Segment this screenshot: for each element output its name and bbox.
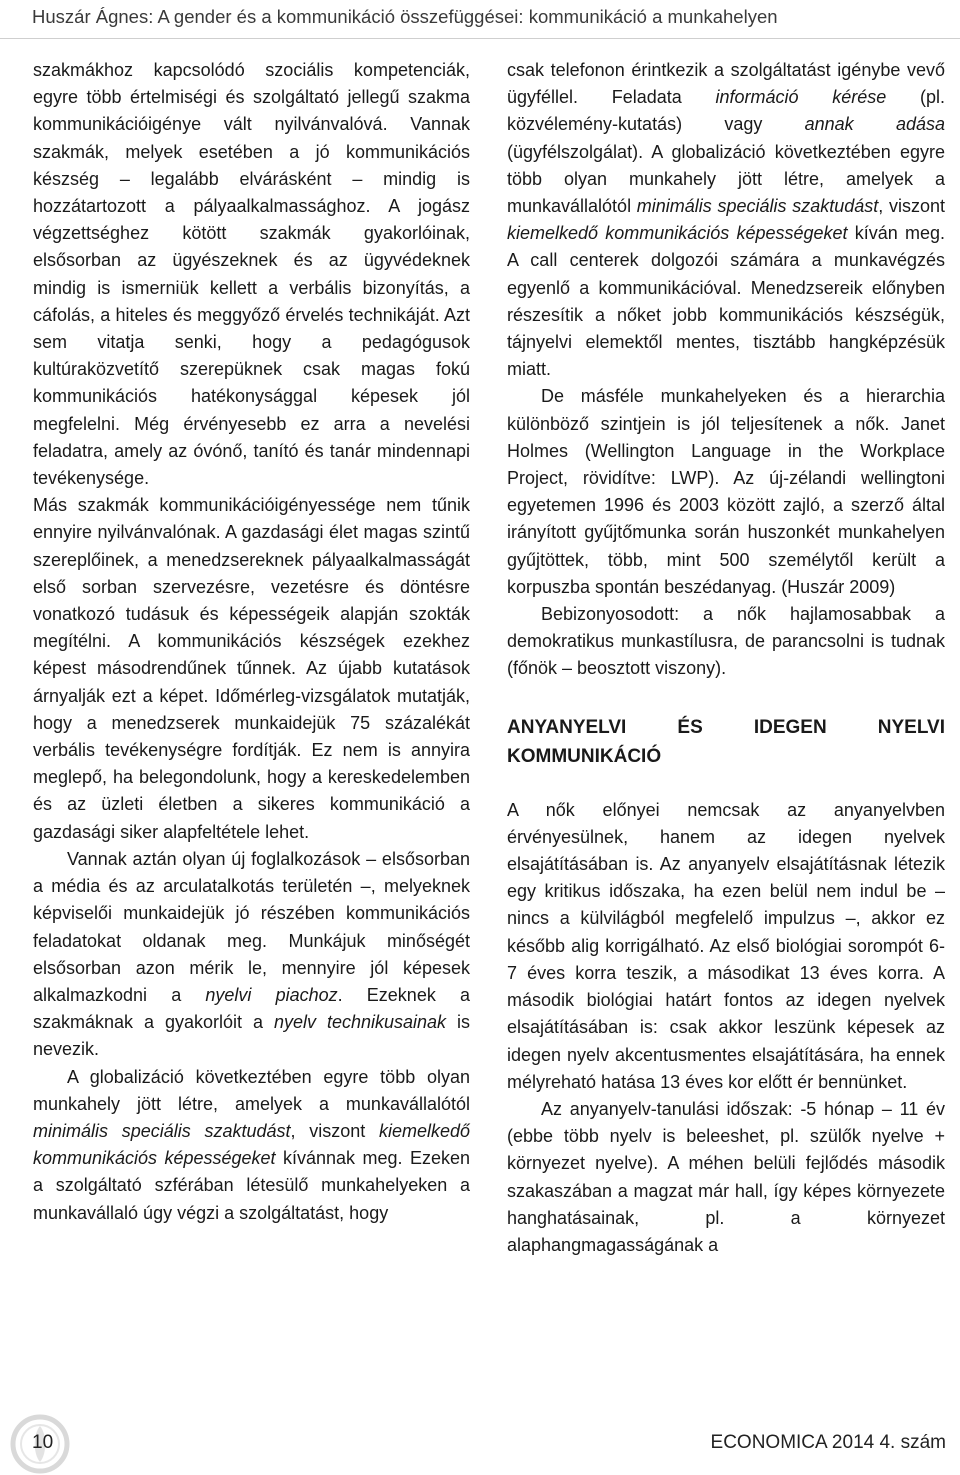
left-paragraph-2: Más szakmák kommunikációigényessége nem tűnik ennyire nyilvánvalónak. A gazdasági élet magas szintű szereplőinek, a menedzsereknek pályaalkalmasságát első sorban szervezésre, vezetésre és döntésre vonatkozó tudásuk és képességeik alapján szokták megítélni. A kommunikációs készségek ezekhez képest másodrendűnek tűnnek. Az újabb kutatások árnyalják ezt a képet. Időmérleg-vizsgálatok mutatják, hogy a menedzserek munkaidejük 75 százalékát verbális tevékenységre fordítják. Ez nem is annyira meglepő, ha belegondolunk, hogy a kereskedelemben és az üzleti életben a sikeres kommunikáció a gazdasági siker alapfeltétele lehet. [33,495,470,842]
emphasis-nyelvi-piac: nyelvi piachoz [205,984,338,1005]
left-paragraph-4: A globalizáció következtében egyre több olyan munkahely jött létre, amelyek a munkavállalótól minimális speciális szaktudást, viszont kiemelkedő kommunikációs képességeket kívánnak meg. Ezeken a szolgáltató szférában létesülő munkahelyeken a munkavállaló úgy végzi a szolgáltatást, hogy [33,1066,470,1223]
left-paragraph-1: szakmákhoz kapcsolódó szociális kompetenciák, egyre több értelmiségi és szolgáltató jellegű szakma kommunikációigénye vált nyilvánvalóvá. Vannak szakmák, melyek esetében a jó kommunikációs készség – legalább elvárásként – mindig is hozzátartozott a pályaalkalmassághoz. A jogász végzettséghez kötött szakmák gyakorlóinak, elsősorban az ügyészeknek és az ügyvédeknek mindig is ismerniük kellett a verbális bizonyítás, a cáfolás, a hiteles és meggyőző érvelés technikáját. Azt sem vitatja senki, hogy a pedagógusok kultúraközvetítő szerepüknek csak magas fokú kommunikációs hatékonysággal képesek jól megfelelni. Még érvényesebb ez arra a nevelési feladatra, amely az óvónő, tanító és tanár mindennapi tevékenysége. [33,60,470,489]
right-paragraph-5: Az anyanyelv-tanulási időszak: -5 hónap – 11 év (ebbe több nyelv is beleeshet, pl. szülők nyelve + környezet nyelve). A méhen belüli fejlődés második szakaszában a magzat már hall, így képes környezete hanghatásainak, pl. a környezet alaphangmagasságának a [507,1098,945,1255]
emphasis-kepessegek: kiemelkedő kommunikációs képességeket [33,1120,470,1169]
right-paragraph-2: De másféle munkahelyeken és a hierarchia különböző szintjein is jól teljesítenek a nők. Janet Holmes (Wellington Language in the Workplace Project, rövidítve: LWP). Az új-zélandi wellingtoni egyetemen 1996 és 2003 között zajló, a szerző által irányított gyűjtőmunka során huszonkét munkahelyen gyűjtöttek, több, mint 500 személytől került a korpuszba spontán beszédanyag. (Huszár 2009) [507,386,945,597]
emphasis-szaktudas-2: minimális speciális szaktudást [636,196,879,217]
right-paragraph-3: Bebizonyosodott: a nők hajlamosabbak a demokratikus munkastílusra, de parancsolni is tudnak (főnök – beosztott viszony). [507,604,945,679]
left-column [33,57,470,1227]
section-heading: ANYANYELVI ÉS IDEGEN NYELVI KOMMUNIKÁCIÓ [507,716,945,767]
page-number: 10 [32,1432,54,1453]
left-paragraph-3: Vannak aztán olyan új foglalkozások – elsősorban a média és az arculatalkotás területén –, melyeknek képviselői munkaidejük jó részében kommunikációs feladatokat oldanak meg. Munkájuk minőségét elsősorban azon mérik le, mennyire jól képesek alkalmazkodni a nyelvi piachoz. Ezeknek a szakmáknak a gyakorlóit a nyelv technikusainak is nevezik. [33,848,470,1060]
emphasis-informacio-kerese: információ kérése [715,87,887,108]
emphasis-nyelv-technikusai: nyelv technikusainak [273,1012,447,1033]
right-paragraph-4: A nők előnyei nemcsak az anyanyelvben érvényesülnek, hanem az idegen nyelvek elsajátításában is. Az anyanyelv elsajátításnak létezik egy kritikus időszaka, ha ezen belül nem indul be – nincs a külvilágból megfelelő impulzus –, akkor ez később alig korrigálható. Az első biológiai sorompót 6-7 éves korra teszik, a másodikat 13 éves korra. A második biológiai határt fontos az idegen nyelvek elsajátításában is: csak akkor leszünk képesek az idegen nyelv akcentusmentes elsajátítására, ha ennek mélyreható hatása 13 éves kor előtt ér bennünket. [507,799,945,1092]
running-header: Huszár Ágnes: A gender és a kommunikáció összefüggései: kommunikáció a munkahelyen [32,6,778,27]
header-divider [0,38,960,39]
right-column [507,57,945,1259]
right-paragraph-1: csak telefonon érintkezik a szolgáltatást igénybe vevő ügyféllel. Feladata információ kérése (pl. közvélemény-kutatás) vagy annak adása (ügyfélszolgálat). A globalizáció következtében egyre több olyan munkahely jött létre, amelyek a munkavállalótól minimális speciális szaktudást, viszont kiemelkedő kommunikációs képességeket kíván meg. A call centerek dolgozói számára a munkavégzés egyenlő a kommunikációval. Menedzsereik előnyben részesítik a nőket jobb kommunikációs készségük, tájnyelvi elemektől mentes, tisztább hangképzésük miatt. [507,60,945,380]
journal-issue: ECONOMICA 2014 4. szám [710,1432,946,1453]
emphasis-kepessegek-2: kiemelkedő kommunikációs képességeket [507,223,848,244]
emphasis-szaktudas: minimális speciális szaktudást [33,1120,291,1141]
emphasis-annak-adasa: annak adása [804,114,945,135]
